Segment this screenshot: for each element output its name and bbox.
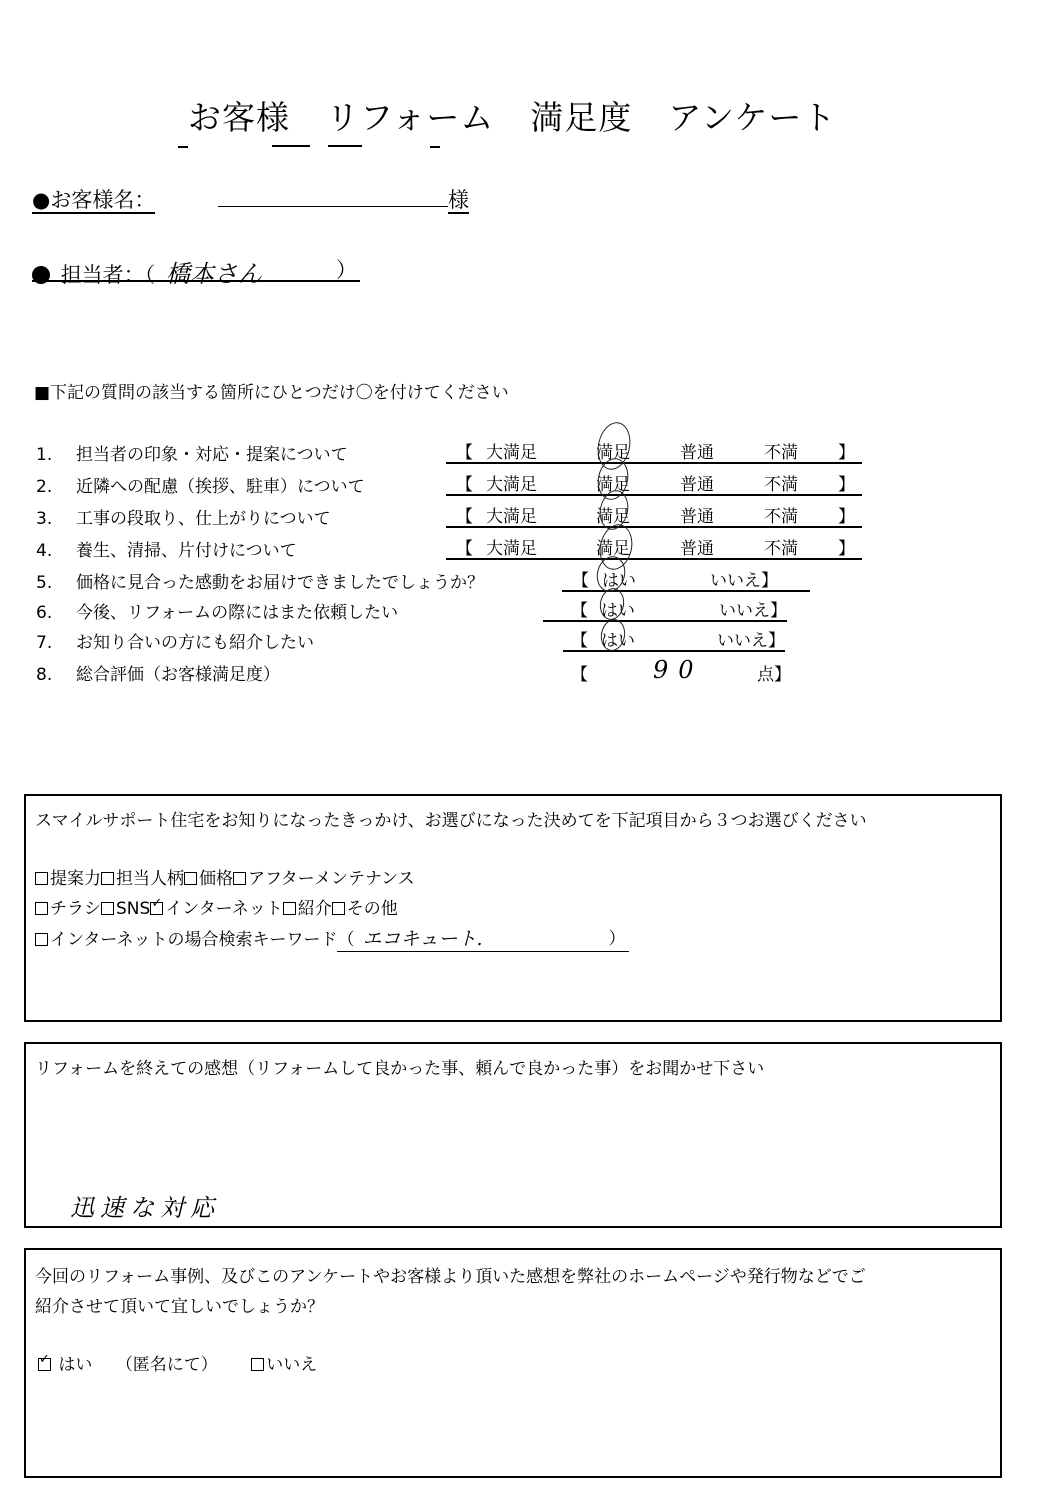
option-label: 担当人柄 <box>116 869 184 889</box>
question-text: 養生、清掃、片付けについて <box>76 541 297 561</box>
option-very-satisfied[interactable]: 大満足 <box>486 443 537 463</box>
question-number: 7. <box>36 633 53 653</box>
question-1 <box>36 440 348 465</box>
staff-label: 担当者：（ <box>60 263 156 287</box>
impression-box <box>24 1042 1002 1228</box>
keyword-close-paren: ） <box>608 929 626 949</box>
option-yes[interactable]: はい <box>602 571 636 591</box>
bracket-close: 】 <box>838 539 855 559</box>
bracket-close: 】 <box>838 475 855 495</box>
option-very-satisfied[interactable]: 大満足 <box>486 539 537 559</box>
bracket-open: 【 <box>571 601 588 621</box>
checkbox-after-maintenance[interactable] <box>233 872 246 885</box>
question-6 <box>36 598 398 623</box>
instruction-text: ■下記の質問の該当する箇所にひとつだけ〇を付けてください <box>34 383 509 403</box>
question-text: 今後、リフォームの際にはまた依頼したい <box>76 603 399 623</box>
page-title <box>188 92 836 139</box>
bracket-close: 】 <box>838 507 855 527</box>
keyword-label: インターネットの場合検索キーワード <box>50 930 338 950</box>
option-dissatisfied[interactable]: 不満 <box>764 539 798 559</box>
checkbox-price[interactable] <box>184 872 197 885</box>
customer-name-label <box>32 184 155 214</box>
bracket-open: 【 <box>571 665 588 685</box>
bracket-open: 【 <box>456 443 473 463</box>
yes-no-scale-7 <box>563 626 785 652</box>
option-normal[interactable]: 普通 <box>680 539 714 559</box>
question-text: 担当者の印象・対応・提案について <box>76 445 348 465</box>
overall-score-value[interactable]: 90 <box>653 656 704 684</box>
score-unit: 点】 <box>757 665 791 685</box>
option-label: 提案力 <box>50 869 101 889</box>
option-very-satisfied[interactable]: 大満足 <box>486 475 537 495</box>
bracket-open: 【 <box>572 571 589 591</box>
question-5 <box>36 568 484 593</box>
permission-options <box>38 1350 317 1375</box>
option-yes[interactable]: はい <box>601 631 635 651</box>
option-normal[interactable]: 普通 <box>680 507 714 527</box>
permission-yes-label: はい <box>58 1355 93 1375</box>
option-label: インターネット <box>165 899 283 919</box>
title-part: お客様 <box>188 98 290 137</box>
customer-suffix <box>448 184 469 214</box>
option-label: その他 <box>346 899 398 919</box>
staff-close-paren: ） <box>336 258 357 282</box>
option-normal[interactable]: 普通 <box>680 475 714 495</box>
rating-scale-2 <box>446 470 862 496</box>
keyword-open-paren: （ <box>337 930 355 950</box>
question-number: 8. <box>36 665 53 685</box>
checkbox-permission-yes[interactable] <box>38 1358 51 1371</box>
title-part: リフォーム <box>326 98 495 137</box>
question-2 <box>36 472 365 497</box>
keyword-value: エコキュート. <box>362 928 483 950</box>
permission-box <box>24 1248 1002 1478</box>
question-number: 2. <box>36 477 53 497</box>
option-satisfied[interactable]: 満足 <box>596 443 630 463</box>
question-text: 総合評価（お客様満足度） <box>76 665 280 685</box>
bracket-open: 【 <box>571 631 588 651</box>
option-label: 紹介 <box>297 899 332 919</box>
checkbox-keyword[interactable] <box>35 933 48 946</box>
checkbox-permission-no[interactable] <box>251 1358 264 1371</box>
option-label: 価格 <box>199 869 233 889</box>
option-dissatisfied[interactable]: 不満 <box>764 443 798 463</box>
customer-suffix-text: 様 <box>448 188 469 212</box>
question-3 <box>36 504 331 529</box>
overall-score-field <box>571 656 791 685</box>
permission-yes-note: （匿名にて） <box>115 1355 218 1375</box>
checkbox-other[interactable] <box>332 902 345 915</box>
option-label: チラシ <box>50 899 101 919</box>
checkbox-proposal[interactable] <box>35 872 48 885</box>
option-label: アフターメンテナンス <box>248 869 415 889</box>
bracket-open: 【 <box>456 539 473 559</box>
question-8 <box>36 660 280 685</box>
staff-row <box>32 254 360 288</box>
source-options-row-2 <box>35 894 398 919</box>
question-4 <box>36 536 297 561</box>
rating-scale-1 <box>446 438 862 464</box>
question-text: 近隣への配慮（挨拶、駐車）について <box>76 477 365 497</box>
option-no[interactable]: いいえ】 <box>717 631 785 651</box>
bracket-open: 【 <box>456 475 473 495</box>
title-underline-fragment <box>178 146 188 148</box>
title-part: アンケート <box>668 98 837 137</box>
bracket-open: 【 <box>456 507 473 527</box>
rating-scale-4 <box>446 534 862 560</box>
question-number: 3. <box>36 509 53 529</box>
source-selection-box <box>24 794 1002 1022</box>
option-no[interactable]: いいえ】 <box>710 571 778 591</box>
bullet-icon <box>32 266 50 284</box>
question-text: 価格に見合った感動をお届けできましたでしょうか？ <box>76 573 484 593</box>
checkbox-sns[interactable] <box>101 902 114 915</box>
checkbox-flyer[interactable] <box>35 902 48 915</box>
staff-name-value[interactable]: 橋本さん <box>165 260 262 288</box>
checkbox-referral[interactable] <box>283 902 296 915</box>
option-satisfied[interactable]: 満足 <box>596 539 630 559</box>
rating-scale-3 <box>446 502 862 528</box>
source-box-heading: スマイルサポート住宅をお知りになったきっかけ、お選びになった決めてを下記項目から３つお選びください <box>35 811 867 831</box>
yes-no-scale-6 <box>543 596 787 622</box>
option-very-satisfied[interactable]: 大満足 <box>486 507 537 527</box>
option-yes[interactable]: はい <box>601 601 635 621</box>
option-satisfied[interactable]: 満足 <box>596 507 630 527</box>
customer-label-text: ●お客様名： <box>32 188 156 212</box>
question-number: 4. <box>36 541 53 561</box>
source-options-row-1 <box>35 864 415 889</box>
title-underline-fragment <box>272 145 310 147</box>
title-underline-fragment <box>430 146 440 148</box>
keyword-row <box>35 924 629 952</box>
checkbox-staff-personality[interactable] <box>101 872 114 885</box>
option-satisfied[interactable]: 満足 <box>596 475 630 495</box>
customer-name-field[interactable] <box>218 205 448 207</box>
question-number: 5. <box>36 573 53 593</box>
question-text: 工事の段取り、仕上がりについて <box>76 509 331 529</box>
title-part: 満足度 <box>530 98 633 137</box>
option-dissatisfied[interactable]: 不満 <box>764 475 798 495</box>
title-underline-fragment <box>328 145 362 147</box>
impression-box-heading: リフォームを終えての感想（リフォームして良かった事、頼んで良かった事）をお聞かせ下さい <box>35 1059 765 1079</box>
question-text: お知り合いの方にも紹介したい <box>76 633 314 653</box>
question-number: 6. <box>36 603 53 623</box>
bracket-close: 】 <box>838 443 855 463</box>
permission-no-label: いいえ <box>266 1355 318 1375</box>
option-normal[interactable]: 普通 <box>680 443 714 463</box>
option-dissatisfied[interactable]: 不満 <box>764 507 798 527</box>
option-no[interactable]: いいえ】 <box>719 601 787 621</box>
option-label: SNS <box>116 899 151 919</box>
impression-answer[interactable]: 迅速な対応 <box>70 1194 220 1222</box>
keyword-field[interactable] <box>337 924 629 952</box>
question-number: 1. <box>36 445 53 465</box>
permission-question-line-2: 紹介させて頂いて宜しいでしょうか？ <box>35 1297 324 1317</box>
question-7 <box>36 628 314 653</box>
permission-question-line-1: 今回のリフォーム事例、及びこのアンケートやお客様より頂いた感想を弊社のホームページや発行物などでご <box>35 1267 866 1287</box>
checkbox-internet[interactable] <box>150 902 163 915</box>
